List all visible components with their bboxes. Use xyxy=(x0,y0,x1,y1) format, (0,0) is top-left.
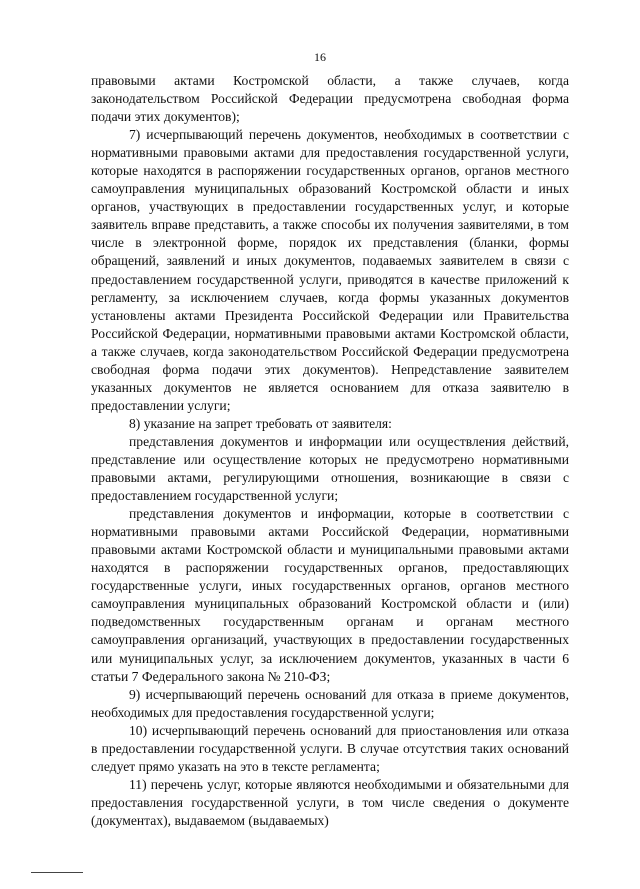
paragraph: представления документов и информации, которые в соответствии с нормативными правовыми актами Российской Федерации, нормативными правовыми актами Костромской области и муниципальными правовыми актами находятся в распоряжении государственных органов, предоставляющих государственные услуги, иных государственных органов, органов местного самоуправления муниципальных образований Костромской области и (или) подведомственных государственным органам и органам местного самоуправления организаций, участвующих в предоставлении государственных или муниципальных услуг, за исключением документов, указанных в части 6 статьи 7 Федерального закона № 210-ФЗ; xyxy=(91,506,569,684)
paragraph: 10) исчерпывающий перечень оснований для приостановления или отказа в предоставлении государственной услуги. В случае отсутствия таких оснований следует прямо указать на это в тексте регламента; xyxy=(91,722,569,774)
paragraph: 8) указание на запрет требовать от заявителя: xyxy=(129,415,392,431)
footer-rule xyxy=(31,872,83,873)
page-number: 16 xyxy=(314,50,326,64)
paragraph: 11) перечень услуг, которые являются необходимыми и обязательными для предоставления государственной услуги, в том числе сведения о документе (документах), выдаваемом (выдаваемых) xyxy=(91,776,569,828)
paragraph: 9) исчерпывающий перечень оснований для отказа в приеме документов, необходимых для предоставления государственной услуги; xyxy=(91,686,569,720)
paragraph: правовыми актами Костромской области, а также случаев, когда законодательством Российской Федерации предусмотрена свободная форма подачи этих документов); xyxy=(91,73,569,125)
paragraph: 7) исчерпывающий перечень документов, необходимых в соответствии с нормативными правовыми актами для предоставления государственной услуги, которые находятся в распоряжении государственных органов, органов местного самоуправления муниципальных образований Костромской области и иных органов, участвующих в предоставлении государственных услуг, и которые заявитель вправе представить, а также способы их получения заявителями, в том числе в электронной форме, порядок их представления (бланки, формы обращений, заявлений и иных документов, подаваемых заявителем в связи с предоставлением государственной услуги, приводятся в качестве приложений к регламенту, за исключением случаев, когда формы указанных документов установлены актами Президента Российской Федерации или Правительства Российской Федерации, нормативными правовыми актами Костромской области, а также случаев, когда законодательством Российской Федерации предусмотрена свободная форма подачи этих документов). Непредставление заявителем указанных документов не является основанием для отказа заявителю в предоставлении услуги; xyxy=(91,127,569,413)
paragraph: представления документов и информации или осуществления действий, представление или осуществление которых не предусмотрено нормативными правовыми актами, регулирующими отношения, возникающие в связи с предоставлением государственной услуги; xyxy=(91,433,569,504)
document-body xyxy=(91,72,569,830)
